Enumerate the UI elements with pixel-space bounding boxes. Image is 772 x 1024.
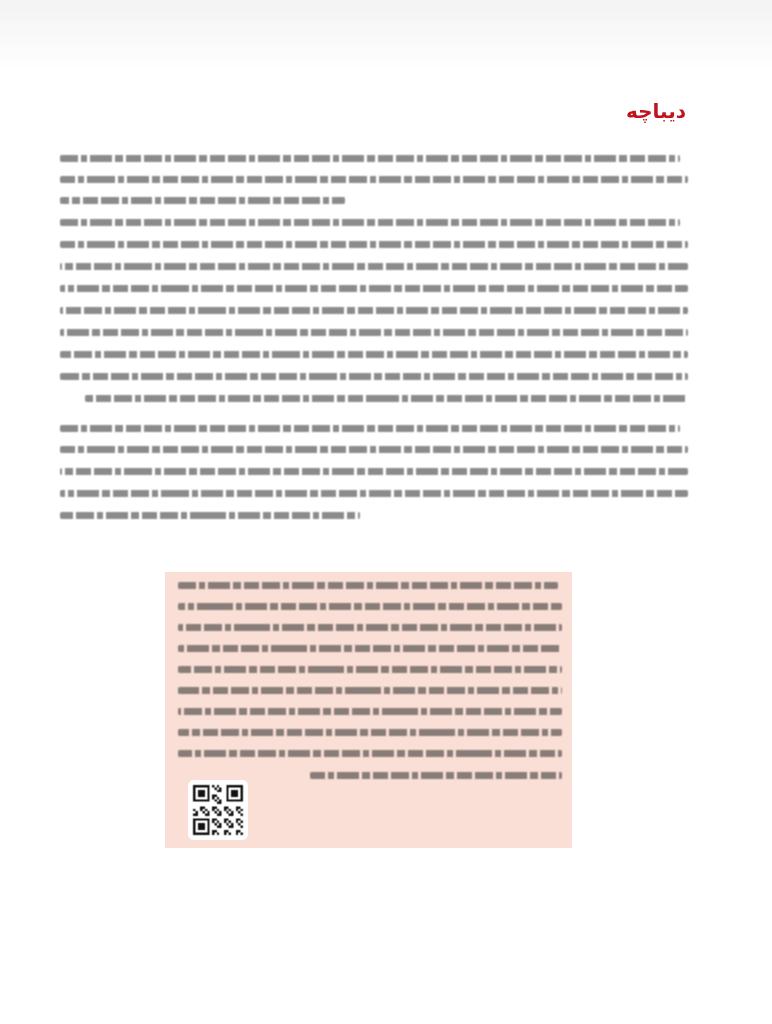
- text-line: [60, 197, 345, 204]
- text-line: [178, 666, 562, 673]
- text-line: [60, 285, 688, 292]
- text-line: [178, 708, 562, 715]
- text-line: [60, 219, 680, 226]
- text-line: [60, 446, 688, 453]
- text-line: [60, 490, 688, 497]
- text-line: [60, 241, 688, 248]
- text-line: [178, 750, 562, 757]
- qr-code-icon: [188, 780, 248, 840]
- text-line: [178, 582, 558, 589]
- text-line: [178, 603, 562, 610]
- text-line: [60, 263, 688, 270]
- text-line: [178, 729, 562, 736]
- text-line: [310, 772, 562, 779]
- text-line: [60, 155, 680, 162]
- text-line: [178, 624, 562, 631]
- section-heading: دیباچه: [626, 99, 686, 123]
- text-line: [60, 307, 688, 314]
- text-line: [60, 468, 688, 475]
- text-line: [60, 176, 688, 183]
- text-line: [178, 645, 562, 652]
- text-line: [60, 512, 360, 519]
- callout-box: [165, 572, 572, 848]
- text-line: [178, 687, 562, 694]
- text-line: [60, 425, 680, 432]
- text-line: [60, 373, 688, 380]
- text-line: [60, 351, 688, 358]
- text-line: [60, 329, 688, 336]
- text-line: [85, 395, 688, 402]
